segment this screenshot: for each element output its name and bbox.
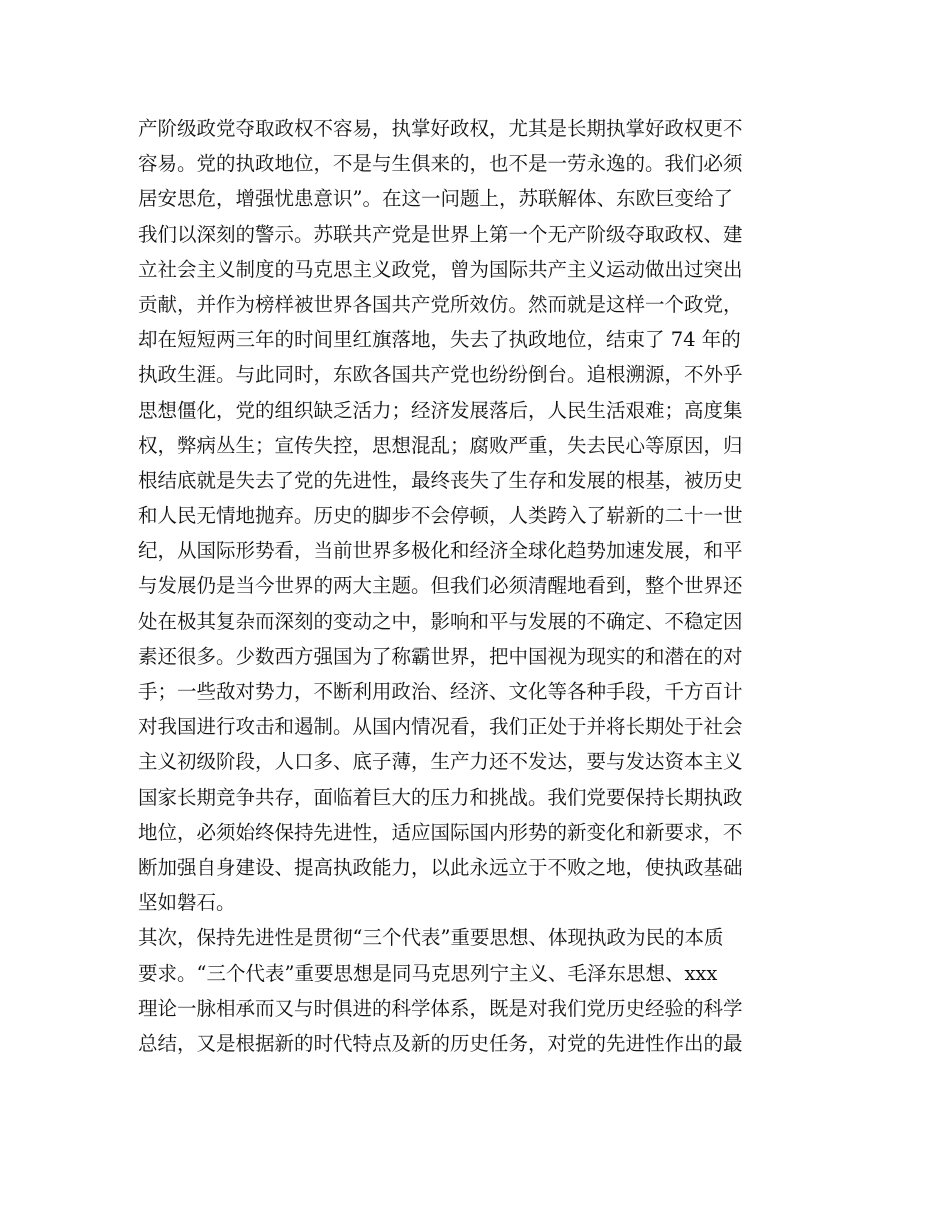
text-line: 产阶级政党夺取政权不容易，执掌好政权，尤其是长期执掌好政权更不 [138,117,743,140]
body-text [138,111,818,1061]
text-line: 居安思危，增强忧患意识”。在这一问题上，苏联解体、东欧巨变给了 [138,187,733,211]
text-line: 贡献，并作为榜样被世界各国共产党所效仿。然而就是这样一个政党， [138,292,743,316]
text-line: 权，弊病丛生；宣传失控，思想混乱；腐败严重，失去民心等原因，归 [138,433,743,457]
text-line: 与发展仍是当今世界的两大主题。但我们必须清醒地看到，整个世界还 [138,574,743,598]
text-line: 处在极其复杂而深刻的变动之中，影响和平与发展的不确定、不稳定因 [138,609,743,633]
text-line: 和人民无情地抛弃。历史的脚步不会停顿，人类跨入了崭新的二十一世 [138,504,743,528]
text-line: 理论一脉相承而又与时俱进的科学体系，既是对我们党历史经验的科学 [138,996,743,1020]
text-line: 要求。“三个代表”重要思想是同马克思列宁主义、毛泽东思想、xxx [138,961,718,985]
text-line: 素还很多。少数西方强国为了称霸世界，把中国视为现实的和潜在的对 [138,644,743,668]
text-line: 断加强自身建设、提高执政能力，以此永远立于不败之地，使执政基础 [138,855,743,879]
text-line: 执政生涯。与此同时，东欧各国共产党也纷纷倒台。追根溯源，不外乎 [138,363,743,387]
text-line: 思想僵化，党的组织缺乏活力；经济发展落后，人民生活艰难；高度集 [138,398,743,422]
text-line: 根结底就是失去了党的先进性，最终丧失了生存和发展的根基，被历史 [138,468,743,492]
text-line: 地位，必须始终保持先进性，适应国际国内形势的新变化和新要求，不 [138,820,743,844]
text-line: 我们以深刻的警示。苏联共产党是世界上第一个无产阶级夺取政权、建 [138,222,743,246]
text-line: 总结，又是根据新的时代特点及新的历史任务，对党的先进性作出的最 [138,1031,743,1055]
text-line: 立社会主义制度的马克思主义政党，曾为国际共产主义运动做出过突出 [138,257,743,281]
text-line: 纪，从国际形势看，当前世界多极化和经济全球化趋势加速发展，和平 [138,539,743,563]
text-line: 容易。党的执政地位，不是与生俱来的，也不是一劳永逸的。我们必须 [138,152,743,176]
text-line: 其次，保持先进性是贯彻“三个代表”重要思想、体现执政为民的本质 [138,926,724,950]
text-line: 主义初级阶段，人口多、底子薄，生产力还不发达，要与发达资本主义 [138,750,743,774]
text-line: 却在短短两三年的时间里红旗落地，失去了执政地位，结束了 74 年的 [138,328,741,352]
text-line: 手；一些敌对势力，不断利用政治、经济、文化等各种手段，千方百计 [138,680,743,703]
text-line: 坚如磐石。 [138,891,236,915]
text-line: 对我国进行攻击和遏制。从国内情况看，我们正处于并将长期处于社会 [138,715,743,739]
text-line: 国家长期竞争共存，面临着巨大的压力和挑战。我们党要保持长期执政 [138,785,743,809]
